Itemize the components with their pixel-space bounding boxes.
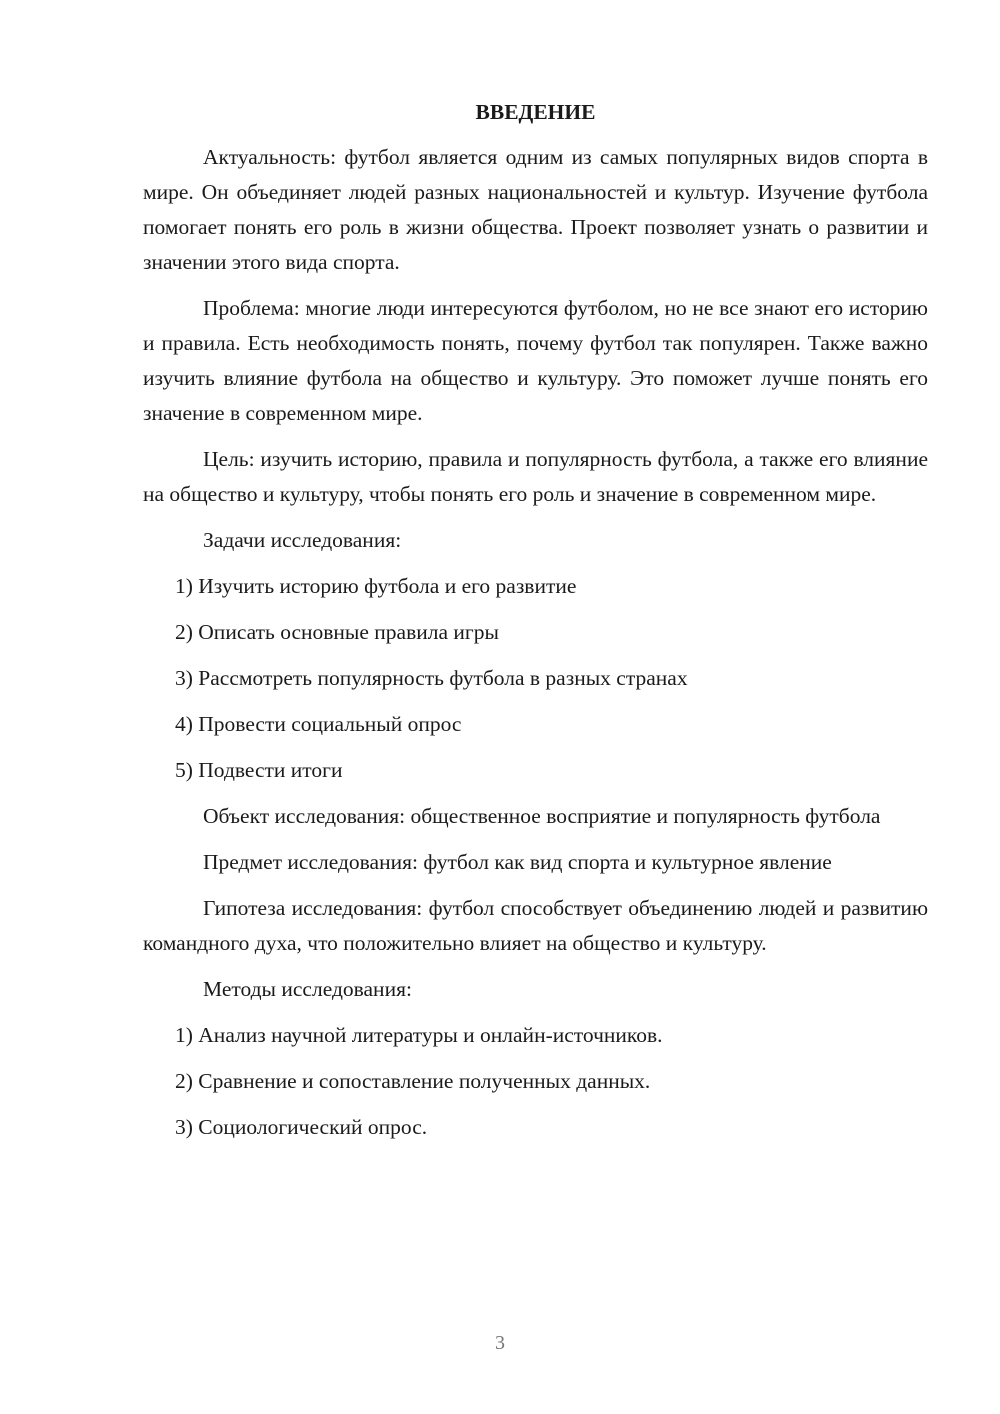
task-item: 2) Описать основные правила игры: [175, 620, 499, 644]
tasks-label: Задачи исследования:: [203, 528, 402, 552]
task-item: 5) Подвести итоги: [175, 758, 343, 782]
method-item: 1) Анализ научной литературы и онлайн-источников.: [175, 1023, 663, 1047]
task-item: 1) Изучить историю футбола и его развитие: [175, 574, 577, 598]
page-title: ВВЕДЕНИЕ: [475, 100, 596, 124]
goal-paragraph: Цель: изучить историю, правила и популярность футбола, а также его влияние на общество и культуру, чтобы понять его роль и значение в современном мире.: [143, 447, 928, 506]
subject-paragraph: Предмет исследования: футбол как вид спорта и культурное явление: [203, 850, 832, 874]
hypothesis-paragraph: Гипотеза исследования: футбол способствует объединению людей и развитию командного духа, что положительно влияет на общество и культуру.: [143, 896, 928, 955]
object-paragraph: Объект исследования: общественное восприятие и популярность футбола: [203, 804, 881, 828]
problem-paragraph: Проблема: многие люди интересуются футболом, но не все знают его историю и правила. Есть необходимость понять, почему футбол так популярен. Также важно изучить влияние футбола на общество и культуру. Это поможет лучше понять его значение в современном мире.: [143, 296, 928, 425]
document-page: [143, 96, 928, 1156]
methods-label: Методы исследования:: [203, 977, 412, 1001]
relevance-paragraph: Актуальность: футбол является одним из самых популярных видов спорта в мире. Он объединяет людей разных национальностей и культур. Изучение футбола помогает понять его роль в жизни общества. Проект позволяет узнать о развитии и значении этого вида спорта.: [143, 145, 928, 274]
task-item: 3) Рассмотреть популярность футбола в разных странах: [175, 666, 688, 690]
page-number: 3: [495, 1332, 505, 1354]
method-item: 3) Социологический опрос.: [175, 1115, 428, 1139]
method-item: 2) Сравнение и сопоставление полученных данных.: [175, 1069, 651, 1093]
task-item: 4) Провести социальный опрос: [175, 712, 462, 736]
